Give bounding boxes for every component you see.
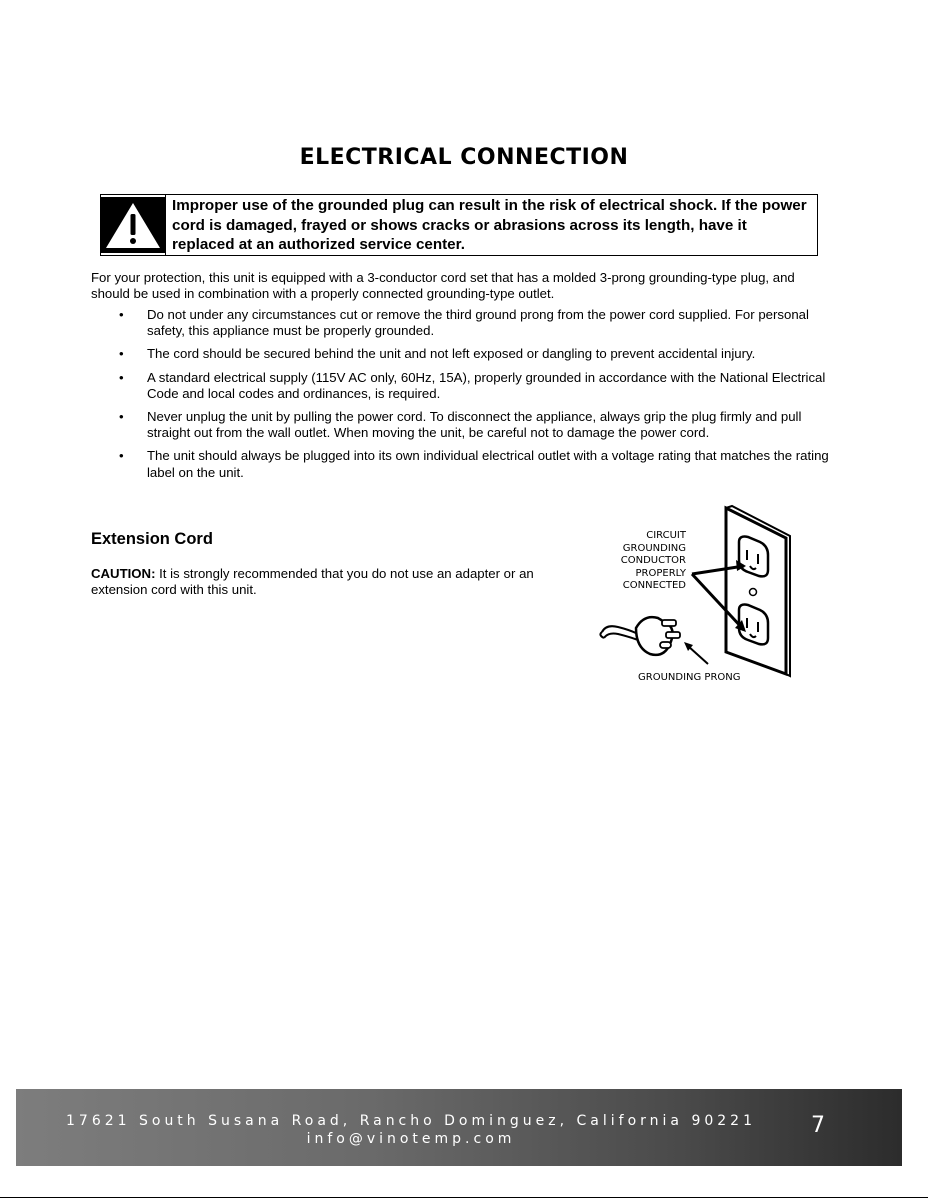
bullet-text: A standard electrical supply (115V AC only, 60Hz, 15A), properly grounded in accordance with the National Electrical Code and local codes and ordinances, is required. [147, 369, 826, 401]
figure-label-line: CIRCUIT [646, 530, 686, 541]
caution-label: CAUTION: [91, 566, 156, 581]
intro-paragraph: For your protection, this unit is equipped with a 3-conductor cord set that has a molded 3-prong grounding-type plug, and should be used in combination with a properly connected grounding-type outlet. [91, 270, 795, 302]
bullet-text: Never unplug the unit by pulling the power cord. To disconnect the appliance, always grip the plug firmly and pull straight out from the wall outlet. When moving the unit, be careful not to damage the power cord. [147, 409, 802, 441]
bullet-icon: • [119, 369, 124, 385]
page-bottom-rule [0, 1197, 928, 1198]
warning-text: Improper use of the grounded plug can result in the risk of electrical shock. If the power cord is damaged, frayed or shows cracks or abrasions across its length, have it replaced at an authorized service center. [172, 197, 807, 253]
list-item [91, 448, 831, 480]
page-title: ELECTRICAL CONNECTION [299, 145, 629, 170]
list-item [91, 307, 831, 339]
figure-label-line: PROPERLY [635, 567, 686, 579]
grounding-conductor-label [596, 530, 686, 593]
grounding-prong-label: GROUNDING PRONG [638, 672, 741, 683]
list-item [91, 409, 831, 441]
figure-label-line: CONDUCTOR [620, 555, 686, 566]
caution-text: It is strongly recommended that you do not use an adapter or an extension cord with this unit. [91, 566, 534, 598]
list-item [91, 346, 831, 362]
page-number: 7 [811, 1113, 825, 1138]
page-footer [16, 1089, 902, 1166]
extension-cord-heading: Extension Cord [91, 530, 213, 548]
footer-address: 17621 South Susana Road, Rancho Dominguez, California 90221 [66, 1113, 756, 1129]
figure-label-line: CONNECTED [622, 580, 686, 591]
bullet-icon: • [119, 307, 124, 322]
safety-bullet-list [91, 307, 831, 488]
grounded-outlet-figure [596, 502, 792, 694]
list-item [91, 370, 831, 402]
warning-icon-cell [101, 195, 166, 255]
bullet-icon: • [119, 346, 124, 362]
bullet-text: The cord should be secured behind the unit and not left exposed or dangling to prevent accidental injury. [147, 346, 756, 362]
bullet-text: The unit should always be plugged into its own individual electrical outlet with a voltage rating that matches the rating label on the unit. [147, 448, 829, 480]
figure-label-line: GROUNDING [622, 542, 686, 554]
footer-email: info@vinotemp.com [306, 1131, 516, 1147]
bullet-icon: • [119, 448, 124, 464]
caution-paragraph [91, 566, 571, 598]
warning-triangle-icon [101, 197, 165, 253]
bullet-icon: • [119, 409, 124, 425]
warning-box [100, 194, 818, 256]
bullet-text: Do not under any circumstances cut or remove the third ground prong from the power cord supplied. For personal safety, this appliance must be properly grounded. [147, 307, 809, 339]
